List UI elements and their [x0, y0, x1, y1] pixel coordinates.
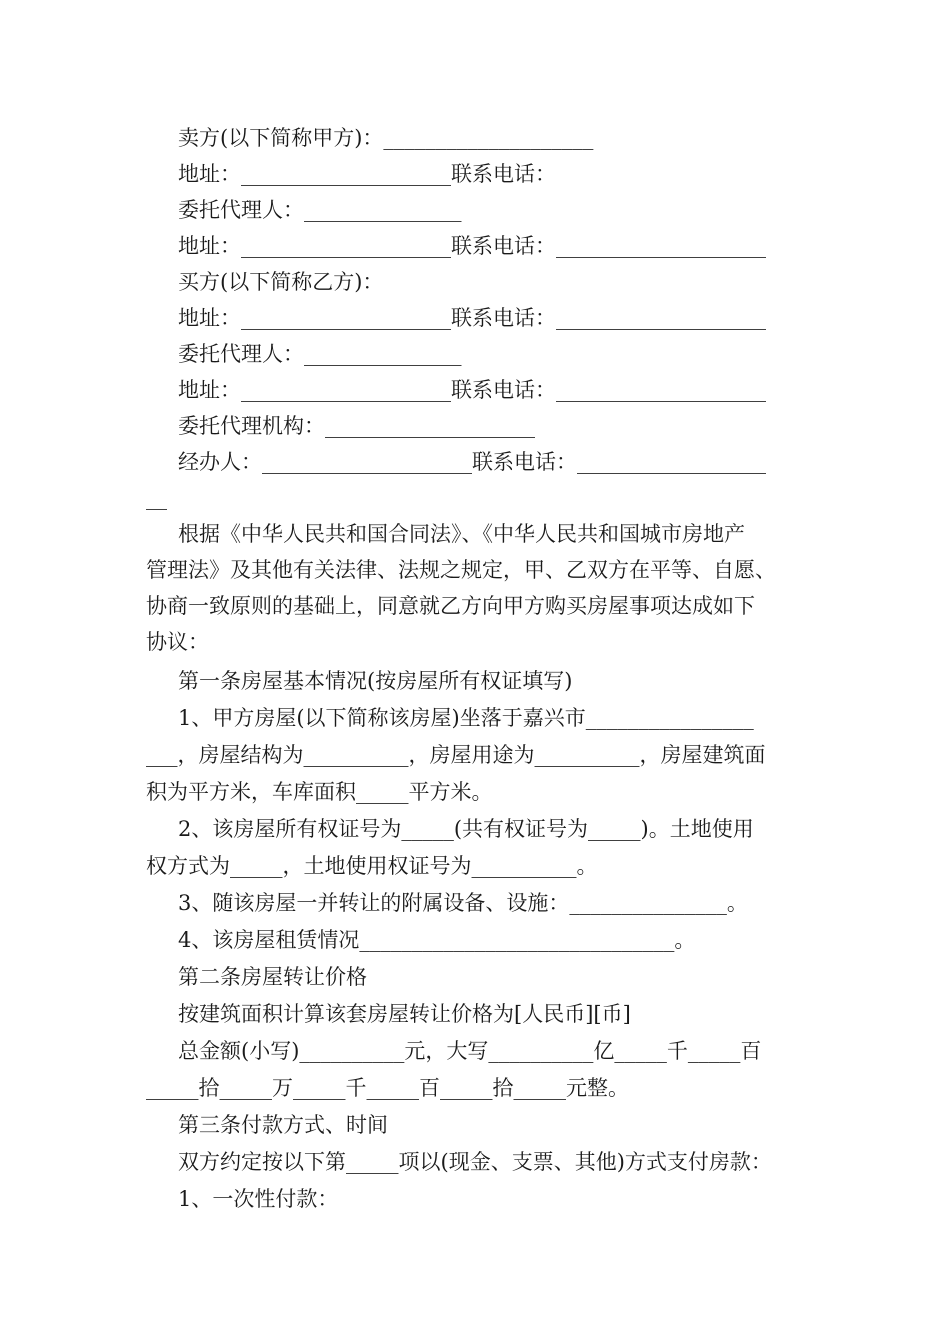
article-1-item-1-cont-1: ___，房屋结构为__________，房屋用途为__________，房屋建筑面 [146, 743, 766, 767]
article-1-item-1-cont-2: 积为平方米，车库面积_____平方米。 [146, 780, 493, 804]
preamble-line-4: 协议： [146, 630, 209, 654]
article-2-price-line: 按建筑面积计算该套房屋转让价格为[人民币][币] [178, 1002, 631, 1026]
article-1-item-2-cont: 权方式为_____，土地使用权证号为__________。 [146, 854, 598, 878]
preamble-line-1: 根据《中华人民共和国合同法》、《中华人民共和国城市房地产 [178, 522, 745, 546]
article-3-heading: 第三条付款方式、时间 [178, 1113, 388, 1137]
article-2-total-line-cont: _____拾_____万_____千_____百_____拾_____元整。 [146, 1076, 629, 1100]
handler-line: 经办人：____________________联系电话：__________________ [178, 450, 766, 474]
seller-agent-line: 委托代理人：_______________ [178, 198, 462, 222]
article-1-item-3: 3、随该房屋一并转让的附属设备、设施：_______________。 [178, 891, 748, 915]
buyer-line: 买方(以下简称乙方)： [178, 270, 384, 294]
buyer-agent-address-line: 地址：____________________联系电话：____________________ [178, 378, 766, 402]
seller-agent-address-line: 地址：____________________联系电话：____________________ [178, 234, 766, 258]
agency-line: 委托代理机构：____________________ [178, 414, 535, 438]
article-1-item-4: 4、该房屋租赁情况______________________________。 [178, 928, 696, 952]
article-3-item-1: 1、一次性付款： [178, 1187, 339, 1211]
buyer-agent-line: 委托代理人：_______________ [178, 342, 462, 366]
article-1-item-1: 1、甲方房屋(以下简称该房屋)坐落于嘉兴市________________ [178, 706, 754, 730]
preamble-line-2: 管理法》及其他有关法律、法规之规定，甲、乙双方在平等、自愿、 [146, 558, 776, 582]
article-1-item-2: 2、该房屋所有权证号为_____(共有权证号为_____)。土地使用 [178, 817, 754, 841]
seller-address-line: 地址：____________________联系电话： [178, 162, 556, 186]
seller-line: 卖方(以下简称甲方)：____________________ [178, 126, 594, 150]
buyer-address-line: 地址：____________________联系电话：____________________ [178, 306, 766, 330]
article-3-method-line: 双方约定按以下第_____项以(现金、支票、其他)方式支付房款： [178, 1150, 772, 1174]
article-1-heading: 第一条房屋基本情况(按房屋所有权证填写) [178, 669, 573, 693]
article-2-total-line: 总金额(小写)__________元，大写__________亿_____千_____百 [178, 1039, 762, 1063]
preamble-line-3: 协商一致原则的基础上，同意就乙方向甲方购买房屋事项达成如下 [146, 594, 755, 618]
handler-line-continued: __ [146, 486, 167, 510]
article-2-heading: 第二条房屋转让价格 [178, 965, 367, 989]
